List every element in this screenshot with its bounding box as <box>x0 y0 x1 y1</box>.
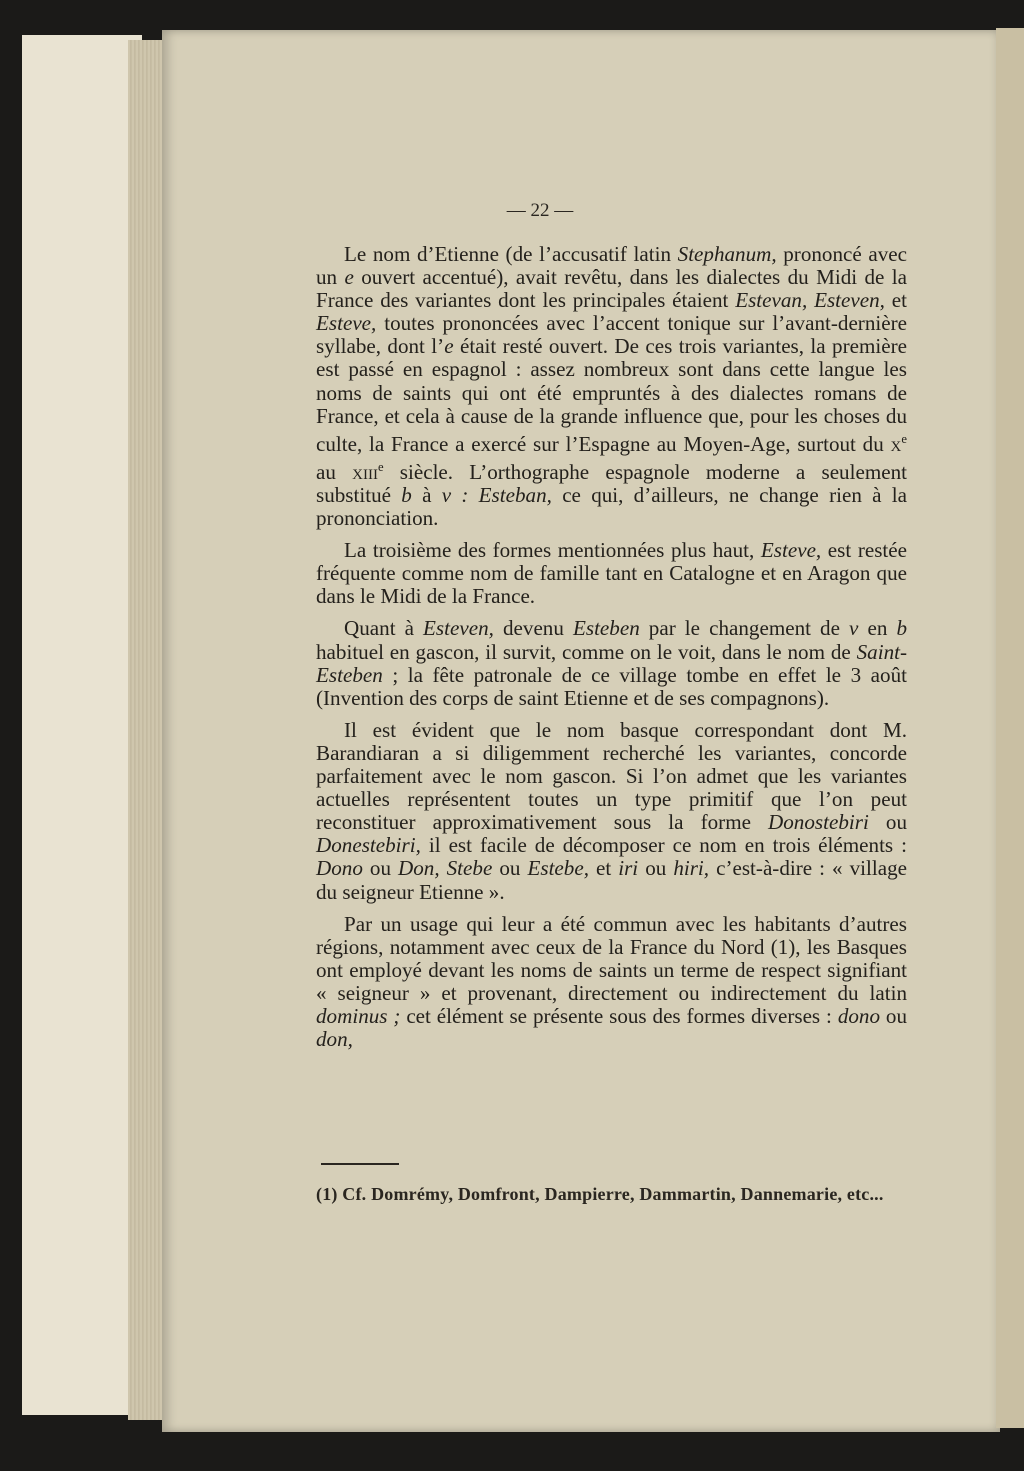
italic-run: e <box>444 334 454 359</box>
italic-run: Esteve, <box>760 538 822 563</box>
italic-run: Esteben <box>572 616 640 641</box>
italic-run: don, <box>316 1027 353 1052</box>
page-number: — 22 — <box>506 200 574 221</box>
text-run: ou <box>492 856 528 881</box>
italic-run: b <box>896 616 907 641</box>
text-run: est restée fréquente comme nom de famille tant en Catalogne et en Aragon que dans le Midi de la France. <box>316 538 907 609</box>
text-run: ou <box>638 856 674 881</box>
text-run: Le nom d’Etienne (de l’accusatif latin <box>344 242 678 266</box>
text-run: ; la fête patronale de ce village tombe en effet le 3 août (Invention des corps de saint Etienne et de ses compagnons). <box>316 662 907 710</box>
text-run: en <box>858 616 897 641</box>
text-run: ce qui, d’ailleurs, ne change rien à la prononciation. <box>316 483 907 531</box>
paragraph <box>316 913 907 1052</box>
text-run: et <box>588 856 619 881</box>
left-page-edge <box>22 35 142 1415</box>
text-run: était resté ouvert. De ces trois variantes, la première est passé en espagnol : assez nombreux sont dans cette langue les noms de saints qui ont été empruntés à des dialectes romans de France, et cela à cause de la grande influence que, pour les choses du culte, la France a exercé sur l’Espagne au Moyen-Age, surtout du <box>316 334 907 456</box>
text-run: et <box>884 288 907 313</box>
text-run: cet élément se présente sous des formes diverses : <box>400 1003 838 1028</box>
italic-run: Estebe, <box>527 856 589 881</box>
paragraph <box>316 539 907 608</box>
paragraph <box>316 243 907 530</box>
italic-run: Stephanum, <box>677 242 777 266</box>
body-text <box>316 243 907 1051</box>
small-caps-run: x <box>890 431 902 456</box>
text-run: toutes prononcées avec l’accent tonique sur l’avant-dernière syllabe, dont l’ <box>316 311 907 359</box>
footnote: (1) Cf. Domrémy, Domfront, Dampierre, Dammartin, Dannemarie, etc... <box>316 1184 884 1204</box>
small-caps-run: xiii <box>352 459 378 484</box>
text-run: ou <box>362 856 399 881</box>
italic-run: v <box>849 616 859 641</box>
text-run: La troisième des formes mentionnées plus haut, <box>344 538 761 563</box>
text-run: ou <box>868 810 907 835</box>
italic-run: dono <box>837 1003 880 1028</box>
text-run: Il est évident que le nom basque correspondant dont M. Barandiaran a si diligemment recherché les variantes, concorde parfaitement avec le nom gascon. Si l’on admet que les variantes actuelles représentent toutes un type primitif que l’on peut reconstituer approximativement sous la forme <box>316 717 907 835</box>
text-run: au <box>316 459 353 484</box>
paragraph <box>316 617 907 709</box>
italic-run: Don, Stebe <box>398 856 493 881</box>
italic-run: Donostebiri <box>768 810 869 835</box>
italic-run: dominus ; <box>316 1003 401 1028</box>
italic-run: Donestebiri, <box>316 833 421 858</box>
italic-run: hiri, <box>673 856 710 881</box>
text-run: c’est-à-dire : « village du seigneur Etienne ». <box>316 856 907 904</box>
italic-run: e <box>344 265 354 290</box>
italic-run: Esteven, <box>423 616 494 641</box>
text-run: ou <box>880 1003 907 1028</box>
text-run: à <box>411 483 442 507</box>
text-run: devenu <box>493 616 573 641</box>
footnote-rule <box>321 1163 399 1165</box>
superscript: e <box>901 431 907 446</box>
text-run: habituel en gascon, il survit, comme on le voit, dans le nom de <box>316 639 857 664</box>
right-page-edge <box>996 28 1024 1428</box>
italic-run: v : <box>441 483 469 507</box>
italic-run: Saint-Esteben <box>316 639 907 687</box>
text-run: prononcé avec un <box>316 242 907 290</box>
text-run: siècle. L’orthographe espagnole moderne a seulement substitué <box>316 459 908 507</box>
superscript: e <box>377 459 384 474</box>
italic-run: Esteve, <box>316 311 377 336</box>
text-run: il est facile de décomposer ce nom en trois éléments : <box>420 833 907 858</box>
italic-run: Dono <box>316 856 363 881</box>
text-run: par le changement de <box>639 616 850 641</box>
italic-run: Estevan, Esteven, <box>735 288 885 313</box>
text-run: Quant à <box>344 616 424 641</box>
italic-run: Esteban, <box>468 483 552 507</box>
paragraph <box>316 719 907 904</box>
text-run: ouvert accentué), avait revêtu, dans les dialectes du Midi de la France des variantes dont les principales étaient <box>316 265 907 313</box>
italic-run: iri <box>618 856 639 881</box>
text-run: Par un usage qui leur a été commun avec les habitants d’autres régions, notamment avec ceux de la France du Nord (1), les Basques ont employé devant les noms de saints un terme de respect signifiant « seigneur » et provenant, directement ou indirectement du latin <box>316 911 907 1005</box>
italic-run: b <box>401 483 412 507</box>
